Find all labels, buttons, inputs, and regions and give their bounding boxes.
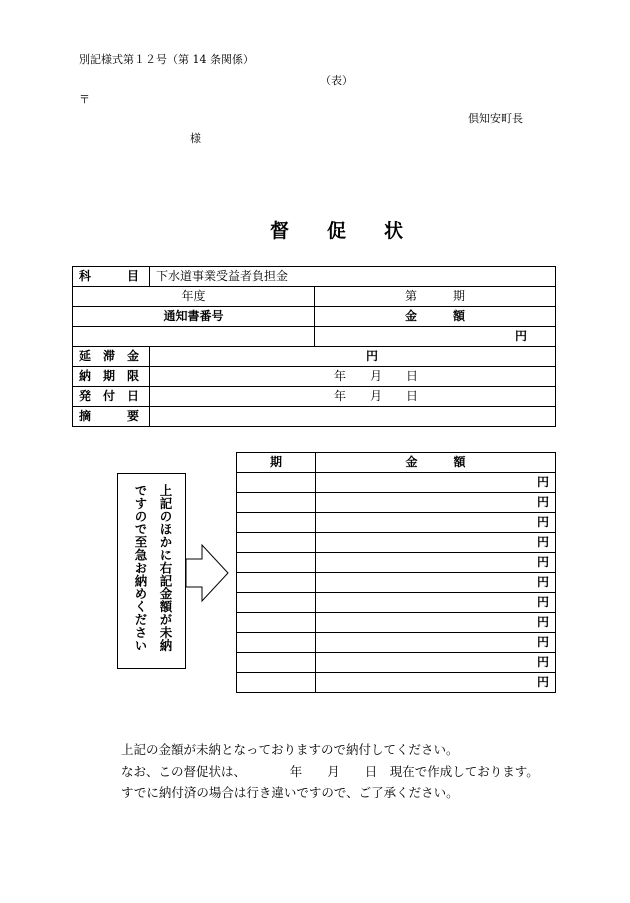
- kamoku-value: 下水道事業受益者負担金: [150, 267, 556, 287]
- yen-cell: 円: [316, 513, 556, 533]
- late-fee-label: 延 滞 金: [73, 347, 150, 367]
- yen-cell: 円: [316, 553, 556, 573]
- table-row: [237, 493, 556, 513]
- due-date-value: 年 月 日: [150, 367, 556, 387]
- ki-label: 第 期: [315, 287, 556, 307]
- ki-cell[interactable]: [237, 593, 316, 613]
- ki-header: 期: [237, 453, 316, 473]
- right-arrow-icon: [185, 544, 230, 602]
- amount-label: 金 額: [315, 307, 556, 327]
- ki-cell[interactable]: [237, 573, 316, 593]
- postal-mark: 〒: [79, 93, 90, 106]
- yen-cell: 円: [316, 633, 556, 653]
- footer-line-3: すでに納付済の場合は行き違いですので、ご了承ください。: [121, 785, 459, 800]
- yen-cell: 円: [316, 673, 556, 693]
- amount-yen: 円: [315, 327, 556, 347]
- table-row: [237, 473, 556, 493]
- side-label: （表）: [320, 74, 353, 87]
- table-row: [237, 613, 556, 633]
- side-note-box: [117, 473, 186, 669]
- ki-cell[interactable]: [237, 633, 316, 653]
- document-title: 督 促 状: [270, 220, 404, 242]
- table-row: [237, 533, 556, 553]
- amount-header: 金 額: [316, 453, 556, 473]
- table-row: [237, 573, 556, 593]
- ki-cell[interactable]: [237, 513, 316, 533]
- table-row: [237, 633, 556, 653]
- issue-date-label: 発 付 日: [73, 387, 150, 407]
- remarks-label: 摘 要: [73, 407, 150, 427]
- yen-cell: 円: [316, 653, 556, 673]
- yen-cell: 円: [316, 473, 556, 493]
- honorific: 様: [190, 132, 201, 145]
- ki-cell[interactable]: [237, 613, 316, 633]
- ki-cell[interactable]: [237, 533, 316, 553]
- form-number-label: 別記様式第１２号（第 14 条関係）: [79, 53, 254, 66]
- main-table: [72, 266, 556, 427]
- installment-table: [236, 452, 556, 693]
- yen-cell: 円: [316, 573, 556, 593]
- yen-cell: 円: [316, 593, 556, 613]
- table-row: [237, 553, 556, 573]
- ki-cell[interactable]: [237, 553, 316, 573]
- late-fee-yen: 円: [150, 347, 556, 367]
- side-note-line2: ですので至急お納めください: [133, 484, 148, 652]
- yen-cell: 円: [316, 613, 556, 633]
- remarks-value[interactable]: [150, 407, 556, 427]
- footer-line-2: なお、この督促状は、 年 月 日 現在で作成しております。: [121, 764, 539, 779]
- side-note-line1: 上記のほかに右記金額が未納: [158, 484, 173, 652]
- due-date-label: 納 期 限: [73, 367, 150, 387]
- ki-cell[interactable]: [237, 493, 316, 513]
- ki-cell[interactable]: [237, 673, 316, 693]
- issue-date-value: 年 月 日: [150, 387, 556, 407]
- notice-number-value[interactable]: [73, 327, 315, 347]
- ki-cell[interactable]: [237, 653, 316, 673]
- footer-line-1: 上記の金額が未納となっておりますので納付してください。: [121, 742, 459, 757]
- sender-name: 倶知安町長: [468, 112, 523, 125]
- kamoku-label: 科 目: [73, 267, 150, 287]
- yen-cell: 円: [316, 533, 556, 553]
- notice-number-label: 通知書番号: [73, 307, 315, 327]
- yen-cell: 円: [316, 493, 556, 513]
- table-row: [237, 513, 556, 533]
- table-row: [237, 593, 556, 613]
- table-row: [237, 673, 556, 693]
- table-row: [237, 653, 556, 673]
- ki-cell[interactable]: [237, 473, 316, 493]
- nendo-label: 年度: [73, 287, 315, 307]
